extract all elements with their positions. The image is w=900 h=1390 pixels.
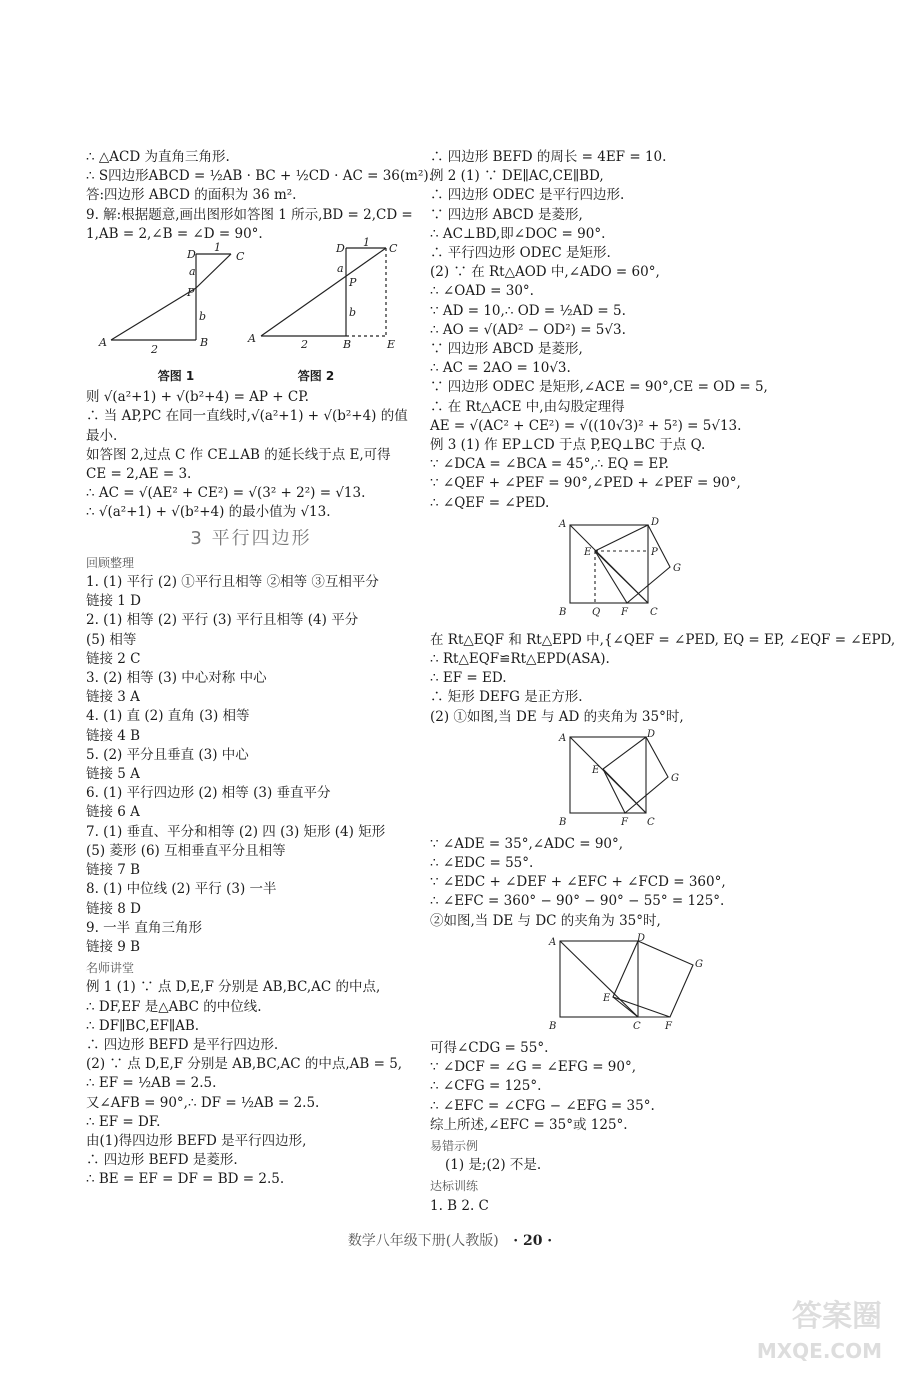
- text-line: (2) ①如图,当 DE 与 AD 的夹角为 35°时,: [430, 708, 684, 725]
- teacher-heading: 名师讲堂: [86, 961, 135, 976]
- text-line: 如答图 2,过点 C 作 CE⊥AB 的延长线于点 E,可得: [86, 446, 391, 463]
- svg-text:D: D: [647, 728, 656, 740]
- svg-text:A: A: [99, 336, 107, 350]
- example-line: ∴ DF,EF 是△ABC 的中位线.: [86, 998, 262, 1015]
- svg-text:Q: Q: [592, 606, 601, 618]
- text-line: ∴ ∠QEF = ∠PED.: [430, 494, 550, 511]
- svg-text:b: b: [349, 306, 357, 320]
- example-line: ∴ DF∥BC,EF∥AB.: [86, 1017, 200, 1034]
- text-line: ∴ S四边形ABCD = ½AB · BC + ½CD · AC = 36(m²).: [86, 168, 433, 185]
- review-line: 链接 5 A: [86, 766, 140, 783]
- text-line: ∴ ∠EDC = 55°.: [430, 855, 534, 872]
- svg-text:B: B: [559, 606, 567, 618]
- example-line: 又∠AFB = 90°,∴ DF = ½AB = 2.5.: [86, 1094, 320, 1111]
- text-line: ∴ Rt△EQF≌Rt△EPD(ASA).: [430, 651, 610, 668]
- text-line: 可得∠CDG = 55°.: [430, 1039, 549, 1056]
- svg-text:C: C: [650, 606, 658, 618]
- text-line: 最小.: [86, 427, 118, 444]
- svg-text:E: E: [387, 338, 396, 352]
- example-line: ∴ 四边形 BEFD 是菱形.: [86, 1152, 238, 1169]
- text-line: ∵ ∠QEF + ∠PEF = 90°,∠PED + ∠PEF = 90°,: [430, 475, 741, 492]
- text-line: ∴ AO = √(AD² − OD²) = 5√3.: [430, 321, 626, 338]
- text-line: 答:四边形 ABCD 的面积为 36 m².: [86, 187, 297, 204]
- caption: 答图 1: [157, 369, 195, 384]
- svg-text:2: 2: [151, 343, 158, 357]
- footer-title: 数学八年级下册(人教版): [347, 1233, 499, 1249]
- watermark-url: MXQE.COM: [756, 1339, 882, 1363]
- text-line: ∴ 平行四边形 ODEC 是矩形.: [430, 245, 611, 262]
- figure-captions: [106, 367, 386, 386]
- svg-text:E: E: [584, 546, 592, 558]
- text-line: ∴ 当 AP,PC 在同一直线时,√(a²+1) + √(b²+4) 的值: [86, 408, 408, 425]
- svg-text:C: C: [647, 816, 655, 828]
- text-line: ∵ ∠EDC + ∠DEF + ∠EFC + ∠FCD = 360°,: [430, 874, 726, 891]
- text-line: ∴ ∠OAD = 30°.: [430, 283, 534, 300]
- svg-text:E: E: [603, 992, 611, 1004]
- review-line: 3. (2) 相等 (3) 中心对称 中心: [86, 670, 267, 687]
- text-line: ∴ √(a²+1) + √(b²+4) 的最小值为 √13.: [86, 504, 331, 521]
- example3-figure-3: [545, 932, 715, 1035]
- svg-text:D: D: [187, 248, 196, 262]
- text-line: ∵ 四边形 ODEC 是矩形,∠ACE = 90°,CE = OD = 5,: [430, 379, 768, 396]
- svg-text:b: b: [199, 310, 207, 324]
- review-heading: 回顾整理: [86, 555, 135, 570]
- text-line: 例 2 (1) ∵ DE∥AC,CE∥BD,: [430, 168, 604, 185]
- text-line: ∵ 四边形 ABCD 是菱形,: [430, 206, 583, 223]
- review-line: 链接 2 C: [86, 650, 141, 667]
- text-line: (2) ∵ 在 Rt△AOD 中,∠ADO = 60°,: [430, 264, 660, 281]
- text-line: AE = √(AC² + CE²) = √((10√3)² + 5²) = 5√13.: [430, 417, 742, 434]
- example-line: ∴ BE = EF = DF = BD = 2.5.: [86, 1171, 285, 1188]
- text-line: (1) 是;(2) 不是.: [445, 1157, 542, 1174]
- svg-text:a: a: [189, 265, 196, 279]
- text-line: CE = 2,AE = 3.: [86, 466, 192, 483]
- svg-text:E: E: [592, 764, 600, 776]
- mistake-heading: 易错示例: [430, 1138, 479, 1153]
- text-line: ∵ ∠DCF = ∠G = ∠EFG = 90°,: [430, 1059, 637, 1076]
- svg-text:A: A: [248, 332, 256, 346]
- text-line: ∴ AC⊥BD,即∠DOC = 90°.: [430, 225, 606, 242]
- review-line: 8. (1) 中位线 (2) 平行 (3) 一半: [86, 881, 277, 898]
- review-line: 链接 8 D: [86, 900, 141, 917]
- example-line: ∴ EF = DF.: [86, 1113, 161, 1130]
- text-line: ∴ ∠CFG = 125°.: [430, 1078, 542, 1095]
- review-line: 4. (1) 直 (2) 直角 (3) 相等: [86, 708, 250, 725]
- svg-text:D: D: [637, 932, 646, 944]
- review-line: 7. (1) 垂直、平分和相等 (2) 四 (3) 矩形 (4) 矩形: [86, 823, 386, 840]
- example-line: ∴ 四边形 BEFD 是平行四边形.: [86, 1036, 279, 1053]
- svg-text:B: B: [200, 336, 209, 350]
- review-line: 9. 一半 直角三角形: [86, 919, 202, 936]
- example-line: ∴ EF = ½AB = 2.5.: [86, 1075, 217, 1092]
- review-line: 2. (1) 相等 (2) 平行 (3) 平行且相等 (4) 平分: [86, 612, 359, 629]
- review-line: 链接 7 B: [86, 862, 141, 879]
- example-line: (2) ∵ 点 D,E,F 分别是 AB,BC,AC 的中点,AB = 5,: [86, 1056, 403, 1073]
- text-line: ∵ ∠DCA = ∠BCA = 45°,∴ EQ = EP.: [430, 456, 669, 473]
- caption: 答图 2: [297, 369, 335, 384]
- text-line: ∴ 在 Rt△ACE 中,由勾股定理得: [430, 398, 625, 415]
- svg-text:D: D: [336, 242, 345, 256]
- review-line: 链接 6 A: [86, 804, 140, 821]
- svg-text:A: A: [559, 518, 567, 530]
- review-line: 链接 3 A: [86, 689, 140, 706]
- text-line: ∵ 四边形 ABCD 是菱形,: [430, 341, 583, 358]
- svg-text:A: A: [549, 936, 557, 948]
- right-column: [430, 148, 896, 1216]
- svg-text:C: C: [633, 1020, 641, 1032]
- text-line: 1,AB = 2,∠B = ∠D = 90°.: [86, 225, 263, 242]
- text-line: 例 3 (1) 作 EP⊥CD 于点 P,EQ⊥BC 于点 Q.: [430, 437, 706, 454]
- svg-text:C: C: [389, 242, 398, 256]
- svg-text:D: D: [651, 516, 660, 528]
- text-line: ∵ AD = 10,∴ OD = ½AD = 5.: [430, 302, 626, 319]
- svg-text:a: a: [337, 262, 344, 276]
- svg-text:B: B: [343, 338, 352, 352]
- svg-text:F: F: [665, 1020, 672, 1032]
- review-line: 链接 1 D: [86, 593, 141, 610]
- text-line: ∵ ∠ADE = 35°,∠ADC = 90°,: [430, 835, 624, 852]
- svg-text:G: G: [673, 562, 681, 574]
- svg-text:B: B: [549, 1020, 557, 1032]
- review-line: (5) 相等: [86, 631, 137, 648]
- text-line: ∴ ∠EFC = 360° − 90° − 90° − 55° = 125°.: [430, 893, 725, 910]
- review-line: (5) 菱形 (6) 互相垂直平分且相等: [86, 842, 286, 859]
- text-line: 1. B 2. C: [430, 1197, 489, 1214]
- text-line: ∴ 四边形 ODEC 是平行四边形.: [430, 187, 625, 204]
- example3-figure-2: [555, 728, 705, 831]
- text-line: ∴ 四边形 BEFD 的周长 = 4EF = 10.: [430, 149, 667, 165]
- review-line: 链接 9 B: [86, 938, 141, 955]
- review-line: 5. (2) 平分且垂直 (3) 中心: [86, 746, 249, 763]
- text-line: ∴ AC = 2AO = 10√3.: [430, 360, 571, 377]
- page-footer: [0, 1230, 900, 1250]
- review-line: 1. (1) 平行 (2) ①平行且相等 ②相等 ③互相平分: [86, 574, 379, 591]
- svg-text:G: G: [671, 772, 679, 784]
- svg-text:P: P: [349, 276, 357, 290]
- drill-heading: 达标训练: [430, 1179, 479, 1194]
- text-line: 在 Rt△EQF 和 Rt△EPD 中,{∠QEF = ∠PED, EQ = EP, ∠EQF = ∠EPD,: [430, 631, 896, 648]
- watermark-text: 答案圈: [792, 1299, 882, 1334]
- text-line: ∴ △ACD 为直角三角形.: [86, 149, 230, 165]
- svg-text:F: F: [621, 816, 628, 828]
- example-line: 例 1 (1) ∵ 点 D,E,F 分别是 AB,BC,AC 的中点,: [86, 979, 381, 996]
- review-line: 链接 4 B: [86, 727, 141, 744]
- text-line: ∴ EF = ED.: [430, 670, 507, 687]
- svg-text:P: P: [651, 546, 658, 558]
- text-line: ∴ ∠EFC = ∠CFG − ∠EFG = 35°.: [430, 1097, 655, 1114]
- svg-text:B: B: [559, 816, 567, 828]
- review-line: 6. (1) 平行四边形 (2) 相等 (3) 垂直平分: [86, 785, 331, 802]
- text-line: 9. 解:根据题意,画出图形如答图 1 所示,BD = 2,CD =: [86, 206, 413, 223]
- svg-text:A: A: [559, 732, 567, 744]
- text-line: ∴ AC = √(AE² + CE²) = √(3² + 2²) = √13.: [86, 485, 366, 502]
- svg-text:F: F: [621, 606, 628, 618]
- svg-text:1: 1: [214, 241, 221, 255]
- example3-figure-1: [555, 517, 705, 627]
- answer-figures: [91, 236, 411, 363]
- svg-text:2: 2: [301, 338, 308, 352]
- svg-text:P: P: [187, 286, 195, 300]
- watermark-logo: [757, 1300, 882, 1368]
- svg-text:G: G: [695, 958, 703, 970]
- text-line: 综上所述,∠EFC = 35°或 125°.: [430, 1116, 628, 1133]
- text-line: ∴ 矩形 DEFG 是正方形.: [430, 689, 583, 706]
- svg-text:1: 1: [363, 236, 370, 250]
- text-line: ②如图,当 DE 与 DC 的夹角为 35°时,: [430, 912, 661, 929]
- text-line: 则 √(a²+1) + √(b²+4) = AP + CP.: [86, 389, 309, 406]
- left-column: [86, 148, 433, 1190]
- svg-text:C: C: [236, 250, 245, 264]
- example-line: 由(1)得四边形 BEFD 是平行四边形,: [86, 1132, 307, 1149]
- section-title: 3 平行四边形: [190, 527, 312, 549]
- page-number: · 20 ·: [513, 1233, 553, 1249]
